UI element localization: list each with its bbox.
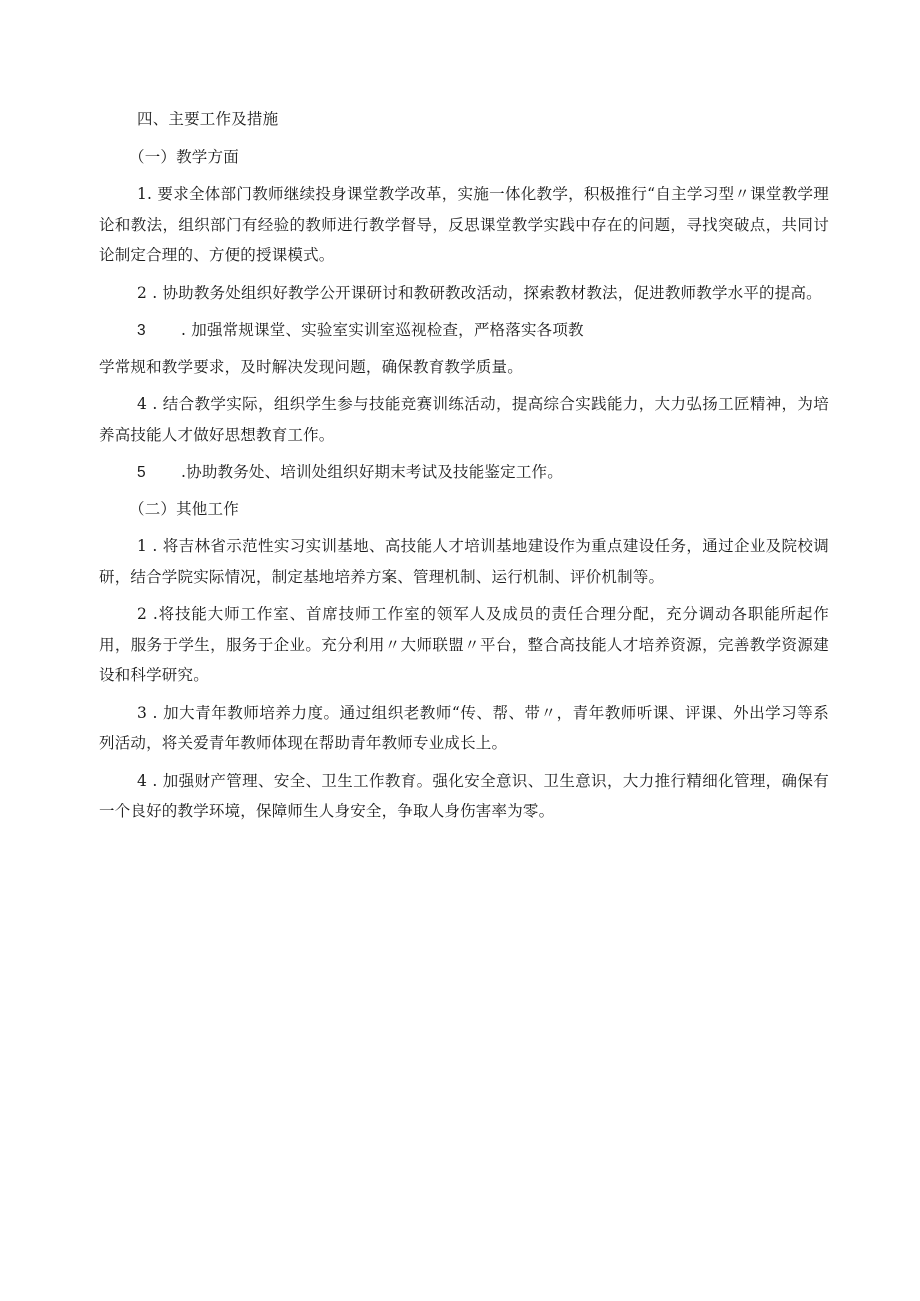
teaching-item-3-first-line: [137, 315, 829, 347]
teaching-heading: （一）教学方面: [129, 147, 239, 166]
teaching-item-5: [137, 457, 829, 489]
other-item-1: 1 . 将吉林省示范性实习实训基地、高技能人才培训基地建设作为重点建设任务，通过企业及院校调研，结合学院实际情况，制定基地培养方案、管理机制、运行机制、评价机制等。: [99, 537, 829, 586]
other-heading: （二）其他工作: [129, 499, 239, 518]
other-item-4: 4 . 加强财产管理、安全、卫生工作教育。强化安全意识、卫生意识，大力推行精细化管理，确保有一个良好的教学环境，保障师生人身安全，争取人身伤害率为零。: [99, 771, 829, 820]
teaching-item-3-text: . 加强常规课堂、实验室实训室巡视检查，严格落实各项教: [181, 321, 584, 339]
teaching-item-2: 2 . 协助教务处组织好教学公开课研讨和教研教改活动，探索教材教法，促进教师教学水平的提高。: [137, 283, 822, 302]
teaching-item-4: 4 . 结合教学实际，组织学生参与技能竞赛训练活动，提高综合实践能力，大力弘扬工匠精神，为培养高技能人才做好思想教育工作。: [99, 395, 829, 444]
teaching-item-3-number: 3: [137, 322, 146, 339]
teaching-item-3-rest: 学常规和教学要求，及时解决发现问题，确保教育教学质量。: [99, 357, 523, 376]
other-item-3: 3 . 加大青年教师培养力度。通过组织老教师“传、帮、带〃，青年教师听课、评课、外出学习等系列活动，将关爱青年教师体现在帮助青年教师专业成长上。: [99, 703, 829, 752]
teaching-item-5-text: .协助教务处、培训处组织好期末考试及技能鉴定工作。: [181, 463, 563, 481]
other-item-2: 2 .将技能大师工作室、首席技师工作室的领军人及成员的责任合理分配，充分调动各职能所起作用，服务于学生，服务于企业。充分利用〃大师联盟〃平台，整合高技能人才培养资源，完善教学资源建设和科学研究。: [99, 605, 829, 684]
teaching-item-1: 1. 要求全体部门教师继续投身课堂教学改革，实施一体化教学，积极推行“自主学习型〃课堂教学理论和教法，组织部门有经验的教师进行教学督导，反思课堂教学实践中存在的问题，寻找突破点，共同讨论制定合理的、方便的授课模式。: [99, 185, 829, 264]
section-title: 四、主要工作及措施: [137, 110, 279, 128]
teaching-item-5-number: 5: [137, 464, 146, 481]
document-body: [99, 104, 829, 834]
